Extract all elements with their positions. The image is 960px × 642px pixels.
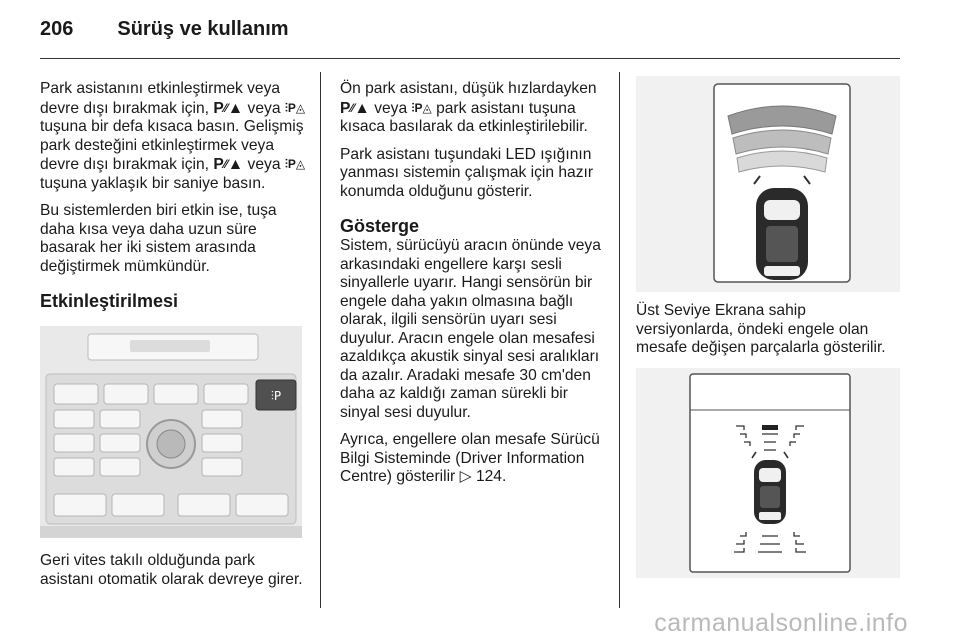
column-2 [340,80,610,496]
park-assist-icon: ⫶P◬ [411,100,432,115]
park-assist-advanced-icon: P⁄⁄▲ [340,99,370,117]
upper-display-figure [636,76,900,292]
svg-text:⫶P: ⫶P [270,389,282,403]
col1-caption: Geri vites takılı olduğunda park asistanı otomatik olarak devreye girer. [40,552,303,588]
park-assist-icon: ⫶P◬ [284,157,306,171]
park-assist-advanced-icon: P⁄⁄▲ [213,99,244,117]
column-divider-2 [619,72,620,608]
section-heading-display: Gösterge [340,216,420,236]
col1-paragraph-2: Bu sistemlerden biri etkin ise, tuşa daha kısa veya daha uzun süre basarak her iki sistem arasında değiştirmek mümkündür. [40,202,277,275]
col2-paragraph-2: Park asistanı tuşundaki LED ışığının yanması sistemin çalışmak için hazır konumda olduğunu gösterir. [340,145,594,200]
column-divider-1 [320,72,321,608]
park-assist-advanced-icon: P⁄⁄▲ [213,156,244,173]
page-number: 206 [40,18,74,40]
col2-paragraph-3: Sistem, sürücüyü aracın önünde veya arkasındaki engellere karşı sesli sinyallerle uyarır. Hangi sensörün bir engele daha yakın olmasına bağlı olarak, ilgili sensörün uyarı sesi duyulur. Aracın engele olan mesafesi azaldıkça akustik sinyal sesi aralıkları da azalır. Aradaki mesafe 30 cm'den daha az kaldığı zaman sürekli bir sinyal sesi duyulur. [340,237,601,421]
section-heading-activation: Etkinleştirilmesi [40,291,179,311]
reference-triangle-icon: ▷ [459,468,472,485]
col3-caption: Üst Seviye Ekrana sahip versiyonlarda, öndeki engele olan mesafe değişen parçalarla gösterilir. [636,302,886,356]
column-1-caption [40,552,312,598]
console-figure [40,326,302,538]
chapter-title: Sürüş ve kullanım [117,18,289,40]
page-reference-link[interactable]: 124. [475,468,507,485]
col2-paragraph-4: Ayrıca, engellere olan mesafe Sürücü Bilgi Sisteminde (Driver Information Centre) gösterilir ▷ 124. [340,431,600,485]
header-rule [40,58,900,59]
col1-paragraph-1: Park asistanını etkinleştirmek veya devre dışı bırakmak için, P⁄⁄▲ veya ⫶P◬ tuşuna bir defa kısaca basın. Gelişmiş park desteğini etkinleştirmek veya devre dışı bırakmak için, P⁄⁄▲ veya ⫶P◬ tuşuna yaklaşık bir saniye basın. [40,80,306,192]
segment-display-figure [636,368,900,578]
column-1 [40,80,312,318]
column-3 [636,302,904,367]
page-header [40,18,289,41]
park-assist-icon: ⫶P◬ [284,100,306,115]
col2-paragraph-1: Ön park asistanı, düşük hızlardayken P⁄⁄▲ veya ⫶P◬ park asistanı tuşuna kısaca basılarak da etkinleştirilebilir. [340,80,597,135]
watermark: carmanualsonline.info [654,609,908,637]
